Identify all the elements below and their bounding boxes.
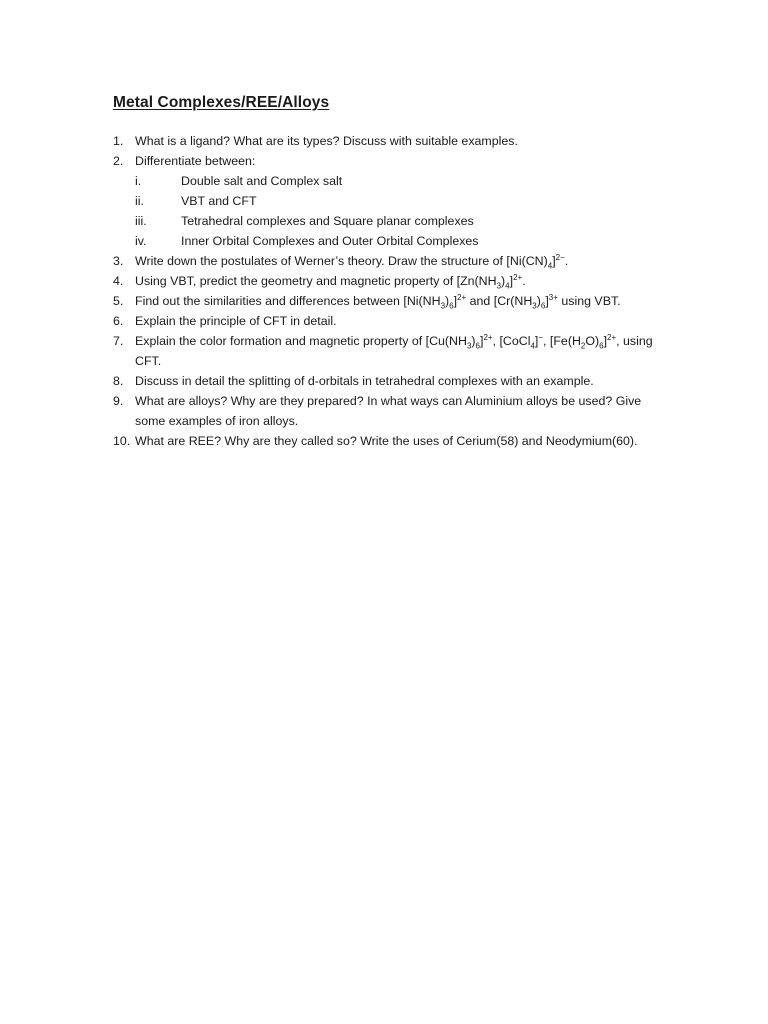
- question-9: [113, 391, 673, 411]
- question-text: Discuss in detail the splitting of d-orbitals in tetrahedral complexes with an example.: [135, 374, 594, 388]
- sub-question-text: Tetrahedral complexes and Square planar complexes: [181, 214, 474, 228]
- question-9-continuation: some examples of iron alloys.: [135, 414, 299, 428]
- question-6: [113, 311, 673, 331]
- question-text: Explain the color formation and magnetic property of $[Cu(NH_3)_6]^{2+}$, [CoCl$_4$]−, $[Fe(H_2O)_6]^{2+}$, using: [135, 332, 653, 351]
- question-text: What are alloys? Why are they prepared? In what ways can Aluminium alloys be used? Give: [135, 394, 642, 408]
- question-7-continuation: CFT.: [135, 354, 162, 368]
- sub-question-number: iii.: [135, 214, 147, 228]
- question-text: What is a ligand? What are its types? Discuss with suitable examples.: [135, 134, 518, 148]
- question-10: [113, 431, 673, 451]
- question-3: [113, 251, 673, 271]
- question-text: Find out the similarities and differences between $[Ni(NH_3)_6]^{2+}$ and $[Cr(NH_3)_6]^{3+}$ using VBT.: [135, 292, 621, 311]
- question-number: 9.: [113, 394, 124, 408]
- question-list: [113, 131, 673, 451]
- sub-question-text: Double salt and Complex salt: [181, 174, 343, 188]
- question-number: 4.: [113, 274, 124, 288]
- question-number: 7.: [113, 334, 124, 348]
- sub-question-i: [113, 171, 673, 191]
- question-number: 3.: [113, 254, 124, 268]
- question-number: 10.: [113, 434, 131, 448]
- sub-question-number: ii.: [135, 194, 144, 208]
- sub-question-number: iv.: [135, 234, 147, 248]
- page-title: Metal Complexes/REE/Alloys: [113, 94, 330, 111]
- question-number: 5.: [113, 294, 124, 308]
- question-text: Write down the postulates of Werner’s theory. Draw the structure of $[Ni(CN)_4]^{2-}$.: [135, 252, 569, 271]
- question-text: What are REE? Why are they called so? Write the uses of Cerium(58) and Neodymium(60).: [135, 434, 638, 448]
- sub-question-text: VBT and CFT: [181, 194, 257, 208]
- question-4: [113, 271, 673, 291]
- question-5: [113, 291, 673, 311]
- question-1: [113, 131, 673, 151]
- sub-question-ii: [113, 191, 673, 211]
- question-text: Differentiate between:: [135, 154, 256, 168]
- sub-question-text: Inner Orbital Complexes and Outer Orbital Complexes: [181, 234, 479, 248]
- question-text: Using VBT, predict the geometry and magnetic property of $[Zn(NH_3)_4]^{2+}$.: [135, 272, 526, 291]
- question-2: [113, 151, 673, 171]
- sub-question-iv: [113, 231, 673, 251]
- sub-question-number: i.: [135, 174, 142, 188]
- sub-question-iii: [113, 211, 673, 231]
- question-text: Explain the principle of CFT in detail.: [135, 314, 337, 328]
- question-number: 6.: [113, 314, 124, 328]
- question-8: [113, 371, 673, 391]
- question-7: [113, 331, 673, 351]
- question-number: 8.: [113, 374, 124, 388]
- question-number: 2.: [113, 154, 124, 168]
- question-number: 1.: [113, 134, 124, 148]
